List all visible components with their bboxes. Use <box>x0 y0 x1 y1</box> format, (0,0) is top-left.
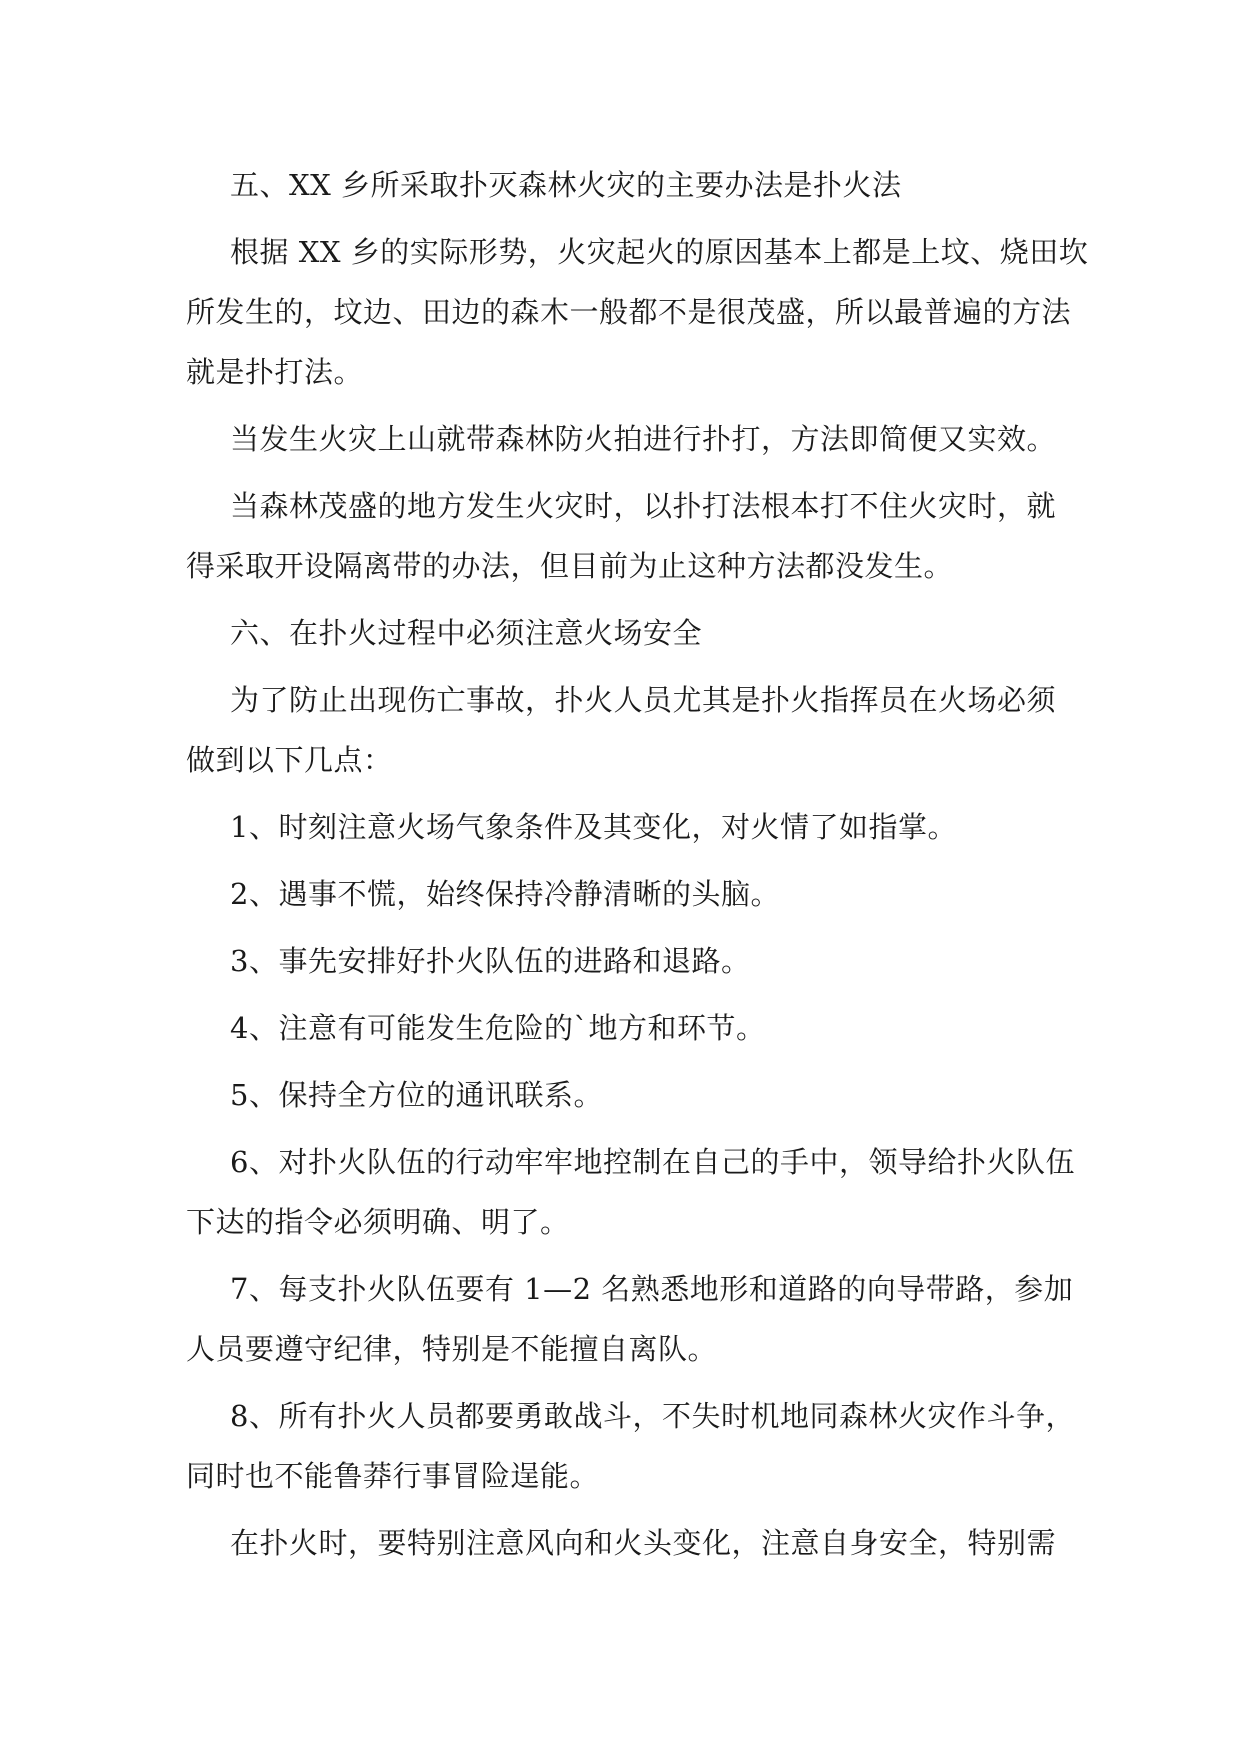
text-line: 当发生火灾上山就带森林防火拍进行扑打，方法即简便又实效。 <box>230 422 1057 456</box>
paragraph <box>186 670 1066 790</box>
list-item <box>186 797 1066 857</box>
text-line: 下达的指令必须明确、明了。 <box>186 1205 570 1239</box>
text-line: 六、在扑火过程中必须注意火场安全 <box>230 616 703 650</box>
text-line: 人员要遵守纪律，特别是不能擅自离队。 <box>186 1332 718 1366</box>
list-item <box>186 1386 1075 1506</box>
text-line: 根据 XX 乡的实际形势，火灾起火的原因基本上都是上坟、烧田坎 <box>230 235 1089 269</box>
list-item <box>186 1259 1074 1379</box>
paragraph <box>186 409 1066 469</box>
text-line: 同时也不能鲁莽行事冒险逞能。 <box>186 1459 600 1493</box>
text-line: 所发生的，坟边、田边的森木一般都不是很茂盛，所以最普遍的方法 <box>186 295 1072 329</box>
text-line: 8、所有扑火人员都要勇敢战斗，不失时机地同森林火灾作斗争， <box>230 1399 1075 1433</box>
text-line: 为了防止出现伤亡事故，扑火人员尤其是扑火指挥员在火场必须 <box>230 683 1057 717</box>
paragraph <box>186 222 1089 402</box>
list-item <box>186 998 1066 1058</box>
section-heading <box>186 603 1066 663</box>
paragraph <box>186 476 1066 596</box>
list-item <box>186 1065 1066 1125</box>
list-item <box>186 931 1066 991</box>
text-line: 当森林茂盛的地方发生火灾时，以扑打法根本打不住火灾时，就 <box>230 489 1057 523</box>
paragraph <box>186 1513 1066 1573</box>
section-heading <box>186 155 1066 215</box>
list-item <box>186 864 1066 924</box>
text-line: 就是扑打法。 <box>186 355 364 389</box>
text-line: 3、事先安排好扑火队伍的进路和退路。 <box>230 944 751 978</box>
text-line: 1、时刻注意火场气象条件及其变化，对火情了如指掌。 <box>230 810 957 844</box>
document-body <box>186 155 1089 1580</box>
text-line: 4、注意有可能发生危险的`地方和环节。 <box>230 1011 766 1045</box>
text-line: 7、每支扑火队伍要有 1—2 名熟悉地形和道路的向导带路，参加 <box>230 1272 1074 1306</box>
text-line: 做到以下几点： <box>186 743 393 777</box>
text-line: 2、遇事不慌，始终保持冷静清晰的头脑。 <box>230 877 780 911</box>
text-line: 5、保持全方位的通讯联系。 <box>230 1078 603 1112</box>
list-item <box>186 1132 1075 1252</box>
text-line: 五、XX 乡所采取扑灭森林火灾的主要办法是扑火法 <box>230 168 902 202</box>
text-line: 在扑火时，要特别注意风向和火头变化，注意自身安全，特别需 <box>230 1526 1057 1560</box>
text-line: 6、对扑火队伍的行动牢牢地控制在自己的手中，领导给扑火队伍 <box>230 1145 1075 1179</box>
text-line: 得采取开设隔离带的办法，但目前为止这种方法都没发生。 <box>186 549 954 583</box>
